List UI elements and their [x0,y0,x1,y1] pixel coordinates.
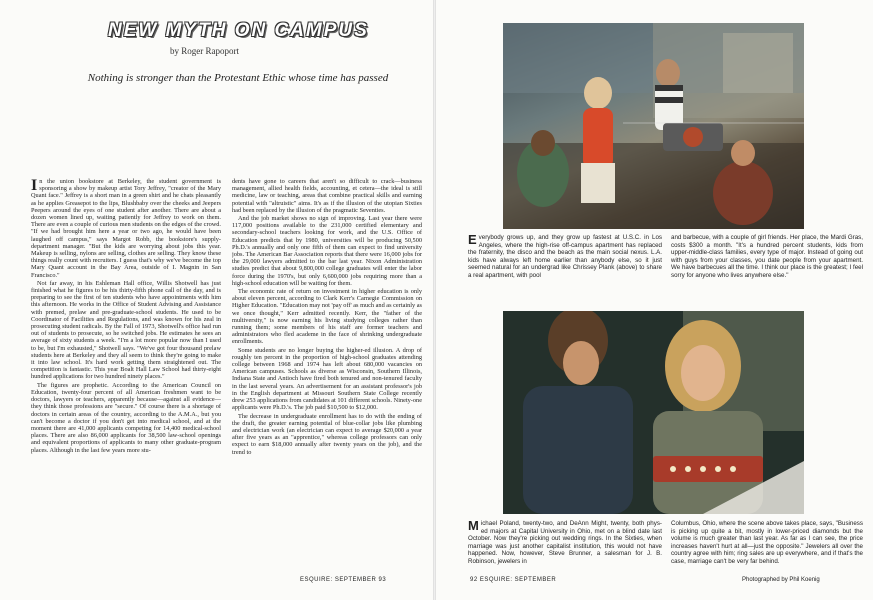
caption-bottom-column-a [468,520,662,575]
paragraph: dents have gone to careers that aren't so difficult to crack—business management, allied health fields, accounting, et cetera—the ideal is still medicine, law or teaching, areas that combine practical skills and earning potential with "altruistic" aims. It's as if the illusion of the utopian Sixties had been replaced by the illusion of the pragmatic Seventies. [232,178,422,214]
paragraph: The decrease in undergraduate enrollment has to do with the ending of the draft, the greater earning potential of blue-collar jobs like plumbing and electrician work (an electrician can expect to average $20,000 a year after five years as an "apprentice," whereas college professors can only expect to earn $18,000 annually after twenty years on the job), and the trend to [232,412,422,456]
paragraph: And the job market shows no sign of improving. Last year there were 117,000 positions available to the 231,000 certified elementary and secondary-school teachers looking for work, and the U.S. Office of Education predicts that by 1980, universities will be producing 50,500 Ph.D.'s annually and only one fifth of them can expect to find university jobs. The American Bar Association reports that there were 16,000 jobs for the 29,000 lawyers admitted to the bar last year. Nixon Administration studies predict that about 9,800,000 college graduates will enter the labor force during the 1970's, but only 6,600,000 jobs requiring more than a high-school education will be waiting for them. [232,215,422,287]
photo-ring-shopping-illustration [503,311,804,514]
article-column-2 [232,178,422,576]
page-folio-right: 92 ESQUIRE: SEPTEMBER [470,577,557,583]
page-gutter [433,0,436,600]
article-deck: Nothing is stronger than the Protestant Ethic whose time has passed [87,72,389,84]
paragraph: Some students are no longer buying the higher-ed illusion. A drop of roughly ten percent in the proportion of high-school graduates attending college between 1968 and 1974 has left about 680,000 vacancies on American campuses. Schools as diverse as Wisconsin, Southern Illinois, Indiana State and Antioch have fired both tenured and non-tenured faculty in the last several years. An advertisement for an assistant professor's job in the English department at Missouri Southern State College recently drew 253 applications from candidates at 101 different schools. Ninety-one applicants were Ph.D.'s. The job paid $10,500 to $12,000. [232,346,422,412]
paragraph-text: n the union bookstore at Berkeley, the student government is sponsoring a show by makeup artist Tory Jeffrey, "creator of the Mary Quant face." Jeffrey is a short man in a green shirt and he chats pleasantly as he applies Greasepot to the lips, Blushbaby over the cheeks and Jeepers Peepers around the eyes of one student after another. There are about a dozen women lined up, waiting patiently for Jeffrey to work on them. There are even a couple of curious men students on the edges of the crowd. "If we had brought him here a year or two ago, he would have been laughed off campus," says Margot Robb, the bookstore's supply-department manager. "But the kids are worrying about jobs this year. Makeup is selling, nylons are selling, clothes are selling. They know these things really count with recruiters. I guess that's why we've become the top Mary Quant account in the Bay Area, outside of I. Magnin in San Francisco." [31,178,221,279]
photo-apartment-barbecue-illustration [503,23,804,229]
article-column-1 [31,178,221,576]
page-folio-left: ESQUIRE: SEPTEMBER 93 [300,577,387,583]
paragraph: The economic rate of return on investment in higher education is only about eleven percent, according to Clark Kerr's Carnegie Commission on Higher Education. "Education may not 'pay off' as much and as certainly as we once thought," Kerr admitted recently. Kerr, the "father of the multiversity," is now earning his living studying colleges rather than running them; some members of his staff are former teachers and administrators who fled academe in the face of shrinking undergraduate enrollments. [232,288,422,346]
caption-text: ichael Poland, twenty-two, and DeAnn Might, twenty, both phys-ed majors at Capital University in Ohio, met on a blind date last October. Now they're picking out wedding rings. In the Sixties, when marriage was just another capitalist institution, this would not have happened. Now, however, Steve Brunner, a salesman for J. B. Robinson, jewelers in [468,520,662,565]
caption-top-column-b: and barbecue, with a couple of girl friends. Her place, the Mardi Gras, costs $300 a month. "It's a hundred percent students, kids from upper-middle-class families, every type of major. Instead of going out with guys from your classes, you date people from your apartment. We have barbecues all the time. I think our place is the greatest; I feel sorry for anyone who lives anywhere else." [671,234,863,279]
paragraph: Not far away, in his Eshleman Hall office, Willis Shotwell has just finished what he figures to be his thirty-fifth phone call of the day, and is preparing to see the first of ten students who have appointments with him this afternoon. He works in the Office of Student Advising and Assistance with premed, prelaw and pre-graduate-school students. He used to be Coordinator of Facilities and Regulations, and was known for his zeal in prosecuting student radicals. By the Fall of 1973, Shotwell's office had run out of students to prosecute, so he switched jobs. He estimates he sees an average of sixty students a week. "I'm a lot more popular now than I used to be, but I'm exhausted," Shotwell says. "We've got four thousand prelaw students here at Berkeley and they all seem to think they're going to make it into law school. It's hard work getting them straightened out. The competition is fantastic. This year Boalt Hall Law School had thirty-eight hundred applications for two hundred ninety places." [31,279,221,381]
caption-text: verybody grows up, and they grow up fastest at U.S.C. in Los Angeles, where the high-rise off-campus apartment has replaced the fraternity, the disco and the beach as the main social nexus. L.A. kids have always left home earlier than anybody else, so it just seemed natural for an undergrad like Chrissey Plank (above) to share a real apartment, with pool [468,234,662,279]
article-byline: by Roger Rapoport [170,46,239,56]
paragraph: The figures are prophetic. According to the American Council on Education, twenty-four percent of all American freshmen want to be doctors, lawyers or teachers, apparently because—against all evidence—they think those professions are "secure." Of course there is a shortage of doctors in certain areas of the country, according to the A.M.A., but you can't become a doctor if you don't get into medical school, and at the moment there are 41,000 applicants competing for 14,400 medical-school places. There are also 86,000 applicants for 38,500 law-school openings and equivalent proportions of applicants to many other graduate-program places. Although in the last few years more stu- [31,381,221,454]
article-title: NEW MYTH ON CAMPUS [108,20,369,41]
paragraph [31,178,221,279]
caption-drop-cap: E [468,234,477,247]
photo-credit: Photographed by Phil Koenig [742,577,820,583]
caption-bottom-column-b: Columbus, Ohio, where the scene above takes place, says, "Business is picking up quite a bit, mostly in lower-priced diamonds but the volume is much greater than last year. As far as I can see, the price increases haven't hurt at all—just the opposite." Jewelers all over the country agree with him; ring sales are up everywhere, and if that's the case, marriage can't be very far behind. [671,520,863,565]
photo-ring-shopping [503,311,804,514]
caption-drop-cap: M [468,520,479,533]
photo-apartment-barbecue [503,23,804,229]
caption-top-column-a [468,234,662,294]
drop-cap: I [31,178,38,194]
